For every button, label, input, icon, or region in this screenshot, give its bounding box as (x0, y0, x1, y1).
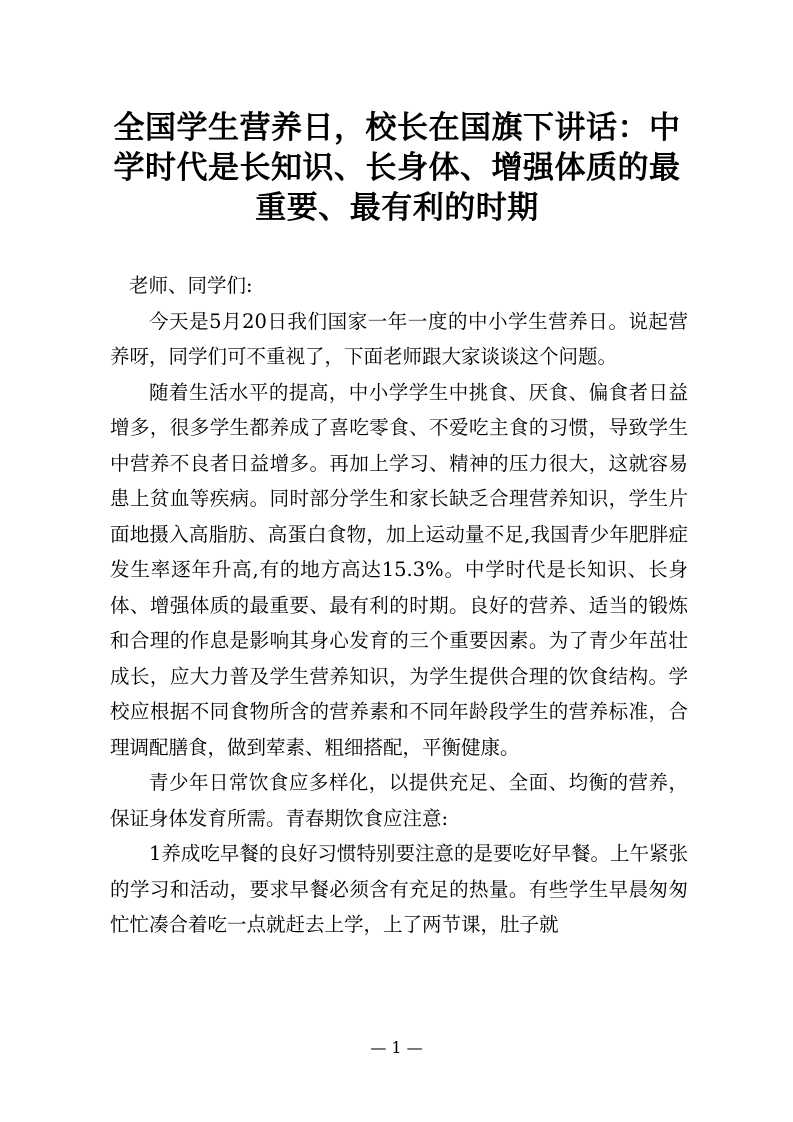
salutation: 老师、同学们: (129, 274, 253, 297)
paragraph-1: 今天是5月20日我们国家一年一度的中小学生营养日。说起营养呀，同学们可不重视了，下面老师跟大家谈谈这个问题。 (110, 309, 688, 368)
paragraph-2: 随着生活水平的提高，中小学学生中挑食、厌食、偏食者日益增多，很多学生都养成了喜吃零食、不爱吃主食的习惯，导致学生中营养不良者日益增多。再加上学习、精神的压力很大，这就容易患上贫血等疾病。同时部分学生和家长缺乏合理营养知识，学生片面地摄入高脂肪、高蛋白食物，加上运动量不足,我国青少年肥胖症发生率逐年升高,有的地方高达15.3%。中学时代是长知识、长身体、增强体质的最重要、最有利的时期。良好的营养、适当的锻炼和合理的作息是影响其身心发育的三个重要因素。为了青少年茁壮成长，应大力普及学生营养知识，为学生提供合理的饮食结构。学校应根据不同食物所含的营养素和不同年龄段学生的营养标准，合理调配膳食，做到荤素、粗细搭配，平衡健康。 (110, 380, 688, 759)
document-body (110, 268, 688, 943)
paragraph-3: 青少年日常饮食应多样化，以提供充足、全面、均衡的营养，保证身体发育所需。青春期饮食应注意: (110, 771, 688, 830)
paragraph-4: 1养成吃早餐的良好习惯特别要注意的是要吃好早餐。上午紧张的学习和活动，要求早餐必须含有充足的热量。有些学生早晨匆匆忙忙凑合着吃一点就赶去上学，上了两节课，肚子就 (110, 842, 688, 936)
page-number: — 1 — (370, 1038, 423, 1057)
document-title: 全国学生营养日，校长在国旗下讲话：中学时代是长知识、长身体、增强体质的最重要、最有利的时期 (113, 110, 681, 226)
